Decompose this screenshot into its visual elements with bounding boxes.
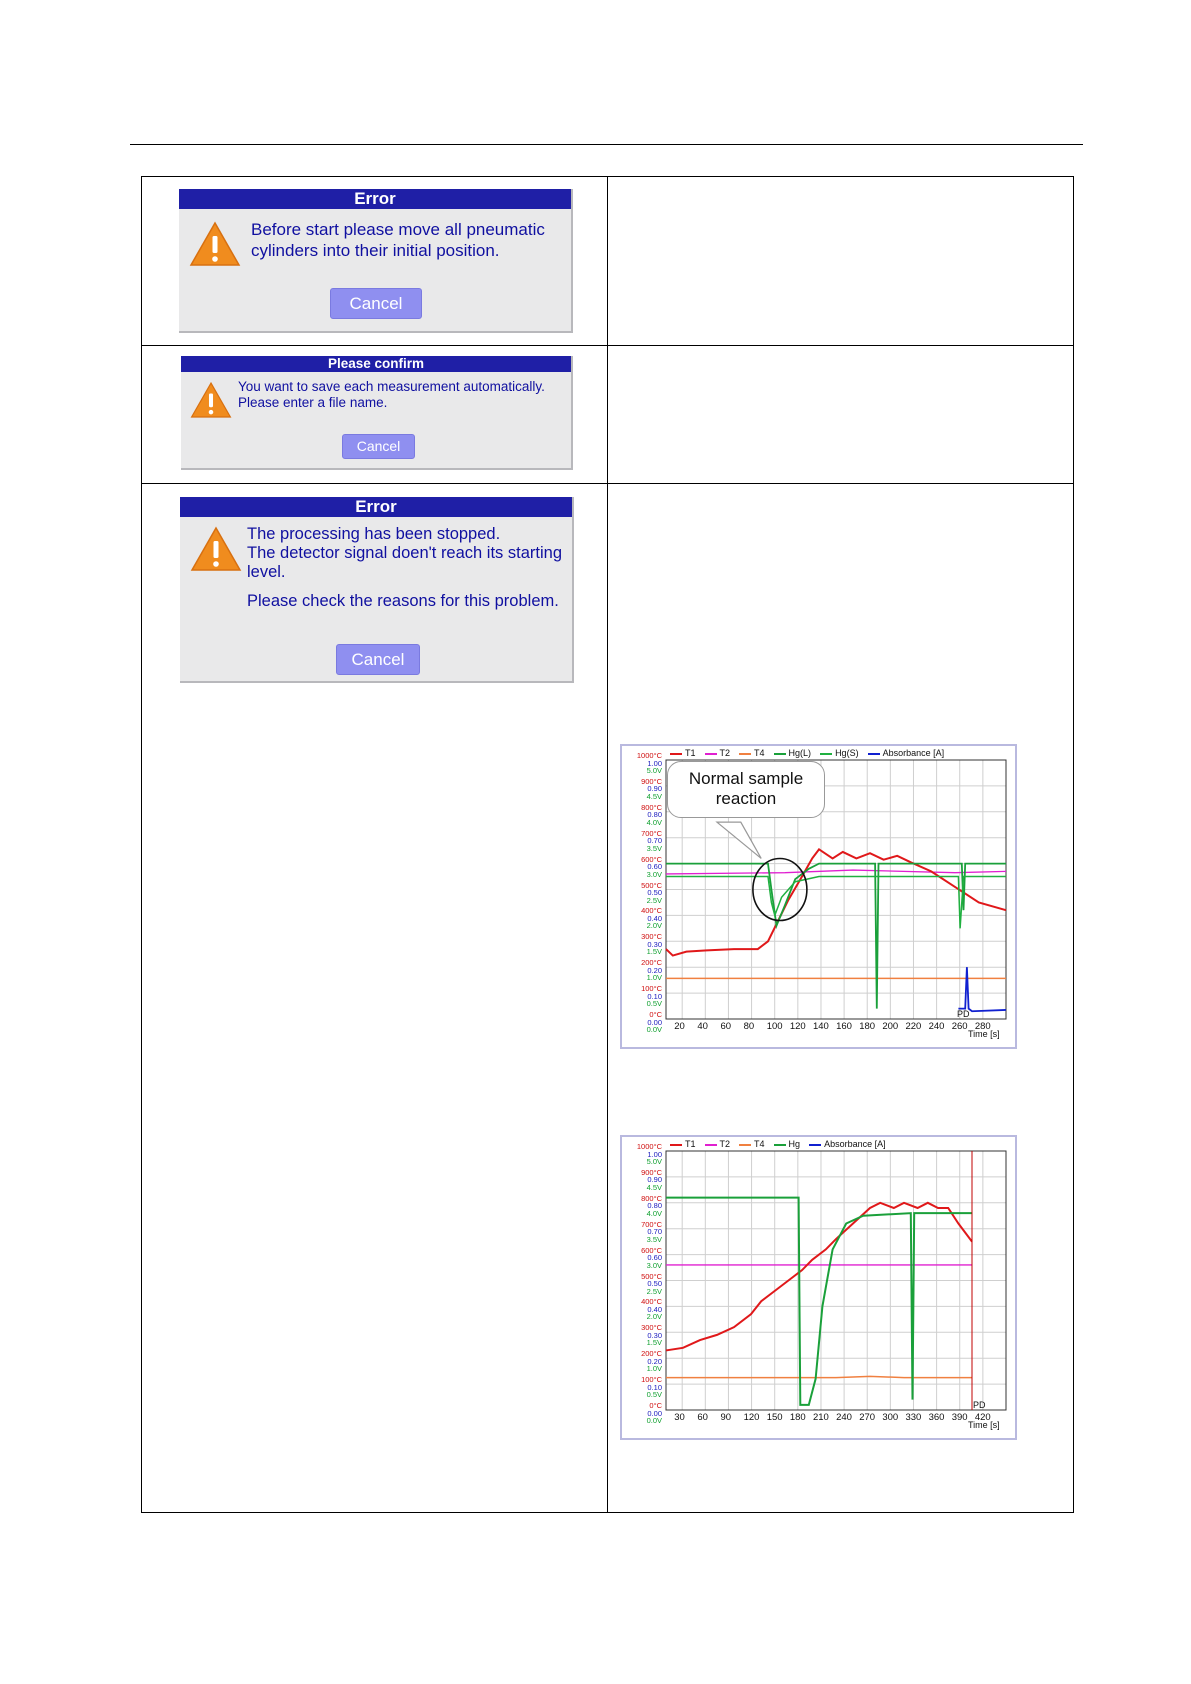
legend-swatch [820,753,832,755]
y-tick-label: 5.0V [646,766,662,775]
x-tick-label: 80 [743,1021,755,1032]
legend-swatch [809,1144,821,1146]
legend-label: T1 [685,748,696,758]
y-tick-label: 0.30 [647,939,662,949]
y-tick-label: 3.5V [646,843,662,853]
legend-item [739,1139,765,1149]
legend-item [774,1139,801,1149]
y-tick-label: 1.00 [647,758,662,768]
x-axis-label: Time [s] [968,1029,1000,1039]
x-tick-label: 180 [789,1412,806,1423]
x-tick-label: 390 [951,1412,968,1423]
y-tick-label: 1000°C [636,1142,662,1151]
chart-legend [670,1139,895,1149]
legend-label: T1 [685,1139,696,1149]
y-tick-label: 0.40 [647,1304,662,1314]
chart-reaction-2 [620,1135,1017,1440]
y-tick-label: 800°C [641,802,662,812]
y-tick-label: 500°C [641,880,662,890]
y-tick-label: 700°C [641,828,662,838]
y-tick-label: 300°C [641,1323,662,1333]
legend-swatch [774,753,786,755]
x-tick-label: 420 [974,1412,991,1423]
y-tick-label: 4.5V [646,1182,662,1192]
y-tick-label: 1.5V [646,1338,662,1348]
legend-label: Absorbance [A] [882,748,945,758]
legend-label: Absorbance [A] [824,1139,886,1149]
legend-label: T4 [754,1139,765,1149]
cancel-button[interactable]: Cancel [342,434,415,459]
x-tick-label: 280 [974,1021,991,1032]
dialog-title: Error [180,497,572,517]
legend-swatch [670,753,682,755]
x-tick-label: 330 [905,1412,922,1423]
y-tick-label: 900°C [641,776,662,786]
warning-icon [190,525,242,573]
y-tick-label: 4.5V [646,791,662,801]
series-t4-line [666,1376,972,1377]
y-tick-label: 0.90 [647,1175,662,1185]
y-tick-label: 0.0V [646,1025,662,1034]
y-tick-label: 1.5V [646,947,662,957]
y-tick-label: 0.90 [647,784,662,794]
y-tick-label: 0.80 [647,810,662,820]
y-tick-label: 2.0V [646,1312,662,1322]
y-tick-label: 0.80 [647,1201,662,1211]
y-tick-label: 0.60 [647,1253,662,1263]
y-tick-label: 0.0V [646,1416,662,1425]
legend-swatch [739,1144,751,1146]
legend-swatch [774,1144,786,1146]
cancel-button[interactable]: Cancel [336,644,420,675]
y-tick-label: 4.0V [646,1208,662,1218]
y-tick-label: 1.0V [646,1364,662,1374]
y-tick-label: 0.10 [647,1382,662,1392]
confirm-dialog-autosave [181,356,573,470]
legend-swatch [705,1144,717,1146]
y-tick-label: 0.10 [647,991,662,1001]
series-t2-line [666,870,1006,874]
y-tick-label: 400°C [641,1297,662,1307]
warning-icon [190,380,232,420]
series-hgl-line [666,864,1006,1009]
chart-plot-area [622,1137,1015,1438]
y-tick-label: 0.00 [647,1408,662,1418]
x-tick-label: 120 [789,1021,806,1032]
y-tick-label: 4.0V [646,817,662,827]
cancel-button[interactable]: Cancel [330,288,422,319]
x-tick-label: 60 [697,1412,708,1423]
dialog-title: Error [179,189,571,209]
x-tick-label: 100 [766,1021,783,1032]
row-divider [142,483,1073,484]
y-tick-label: 3.0V [646,1260,662,1270]
y-tick-label: 5.0V [646,1157,662,1166]
legend-swatch [739,753,751,755]
x-tick-label: 60 [720,1021,732,1032]
chart-normal-reaction [620,744,1017,1049]
grid [666,1151,1006,1410]
x-tick-label: 300 [882,1412,899,1423]
y-tick-label: 0.60 [647,862,662,872]
x-tick-label: 40 [697,1021,708,1032]
y-tick-label: 3.5V [646,1234,662,1244]
legend-label: T4 [754,748,765,758]
x-axis-label: Time [s] [968,1420,1000,1430]
y-tick-label: 1.0V [646,973,662,983]
y-tick-label: 0.50 [647,1279,662,1288]
x-tick-label: 360 [928,1412,945,1423]
x-tick-label: 180 [859,1021,876,1032]
dialog-title: Please confirm [181,356,571,372]
legend-swatch [670,1144,682,1146]
legend-swatch [868,753,880,755]
series-t1-line [666,849,1006,955]
y-tick-label: 900°C [641,1167,662,1177]
y-tick-label: 600°C [641,854,662,864]
y-tick-label: 300°C [641,932,662,942]
y-tick-label: 700°C [641,1219,662,1229]
x-tick-label: 240 [836,1412,852,1423]
y-tick-label: 2.5V [646,895,662,905]
warning-icon [189,220,241,268]
dialog-message: Before start please move all pneumatic cylinders into their initial position. [251,220,545,260]
y-tick-label: 0.70 [647,1227,662,1237]
pd-marker-label: PD [973,1400,986,1410]
y-tick-label: 0.20 [647,965,662,975]
x-tick-label: 20 [674,1021,685,1032]
x-tick-label: 270 [859,1412,876,1423]
x-tick-label: 150 [766,1412,783,1423]
x-tick-label: 160 [836,1021,852,1032]
x-tick-label: 220 [905,1021,922,1032]
series-t1-line [666,1203,972,1351]
x-tick-label: 260 [951,1021,968,1032]
y-tick-label: 500°C [641,1271,662,1281]
legend-label: T2 [719,748,731,758]
column-divider [607,177,608,1512]
y-tick-label: 2.0V [646,921,662,931]
x-tick-label: 210 [812,1412,829,1423]
legend-label: T2 [719,1139,731,1149]
legend-item [705,748,731,758]
y-tick-label: 200°C [641,1349,662,1359]
x-tick-label: 240 [928,1021,945,1032]
series-absorbance-line [958,967,1006,1011]
y-tick-label: 0.5V [646,999,662,1009]
y-tick-label: 3.0V [646,869,662,879]
legend-swatch [705,753,717,755]
dialog-message: The processing has been stopped. The detector signal doen't reach its starting level. Please check the reasons for this problem. [247,525,562,610]
error-dialog-processing-stopped [180,497,574,683]
y-tick-label: 0°C [649,1010,662,1019]
header-rule [130,144,1083,145]
legend-item [774,748,812,758]
x-tick-label: 120 [743,1412,760,1423]
y-tick-label: 0.00 [647,1017,662,1027]
y-tick-label: 100°C [641,984,662,994]
x-tick-label: 90 [720,1412,732,1423]
x-tick-label: 200 [882,1021,899,1032]
legend-item [670,748,696,758]
y-tick-label: 1.00 [647,1149,662,1159]
legend-label: Hg(S) [835,748,859,758]
y-tick-label: 0.40 [647,913,662,923]
series-hgs-line [666,877,1006,929]
legend-item [820,748,859,758]
y-tick-label: 1000°C [636,751,662,760]
error-dialog-pneumatic [179,189,573,333]
y-tick-label: 400°C [641,906,662,916]
x-tick-label: 140 [812,1021,829,1032]
y-tick-label: 800°C [641,1193,662,1203]
y-tick-label: 100°C [641,1375,662,1385]
chart-legend [670,748,953,758]
dialog-message: You want to save each measurement automatically. Please enter a file name. [238,379,545,410]
y-tick-label: 2.5V [646,1286,662,1296]
legend-item [705,1139,731,1149]
y-tick-label: 0.50 [647,888,662,897]
y-tick-label: 0.20 [647,1356,662,1366]
legend-item [670,1139,696,1149]
y-tick-label: 600°C [641,1245,662,1255]
annotation-callout: Normal sample reaction [667,761,825,818]
y-tick-label: 200°C [641,958,662,968]
legend-label: Hg(L) [788,748,812,758]
y-tick-label: 0°C [649,1401,662,1410]
x-tick-label: 30 [674,1412,685,1423]
legend-item [809,1139,886,1149]
legend-label: Hg [788,1139,801,1149]
y-tick-label: 0.70 [647,836,662,846]
y-tick-label: 0.5V [646,1390,662,1400]
row-divider [142,345,1073,346]
legend-item [868,748,945,758]
callout-pointer [717,822,761,858]
legend-item [739,748,765,758]
pd-marker-label: PD [957,1009,970,1019]
y-tick-label: 0.30 [647,1330,662,1340]
